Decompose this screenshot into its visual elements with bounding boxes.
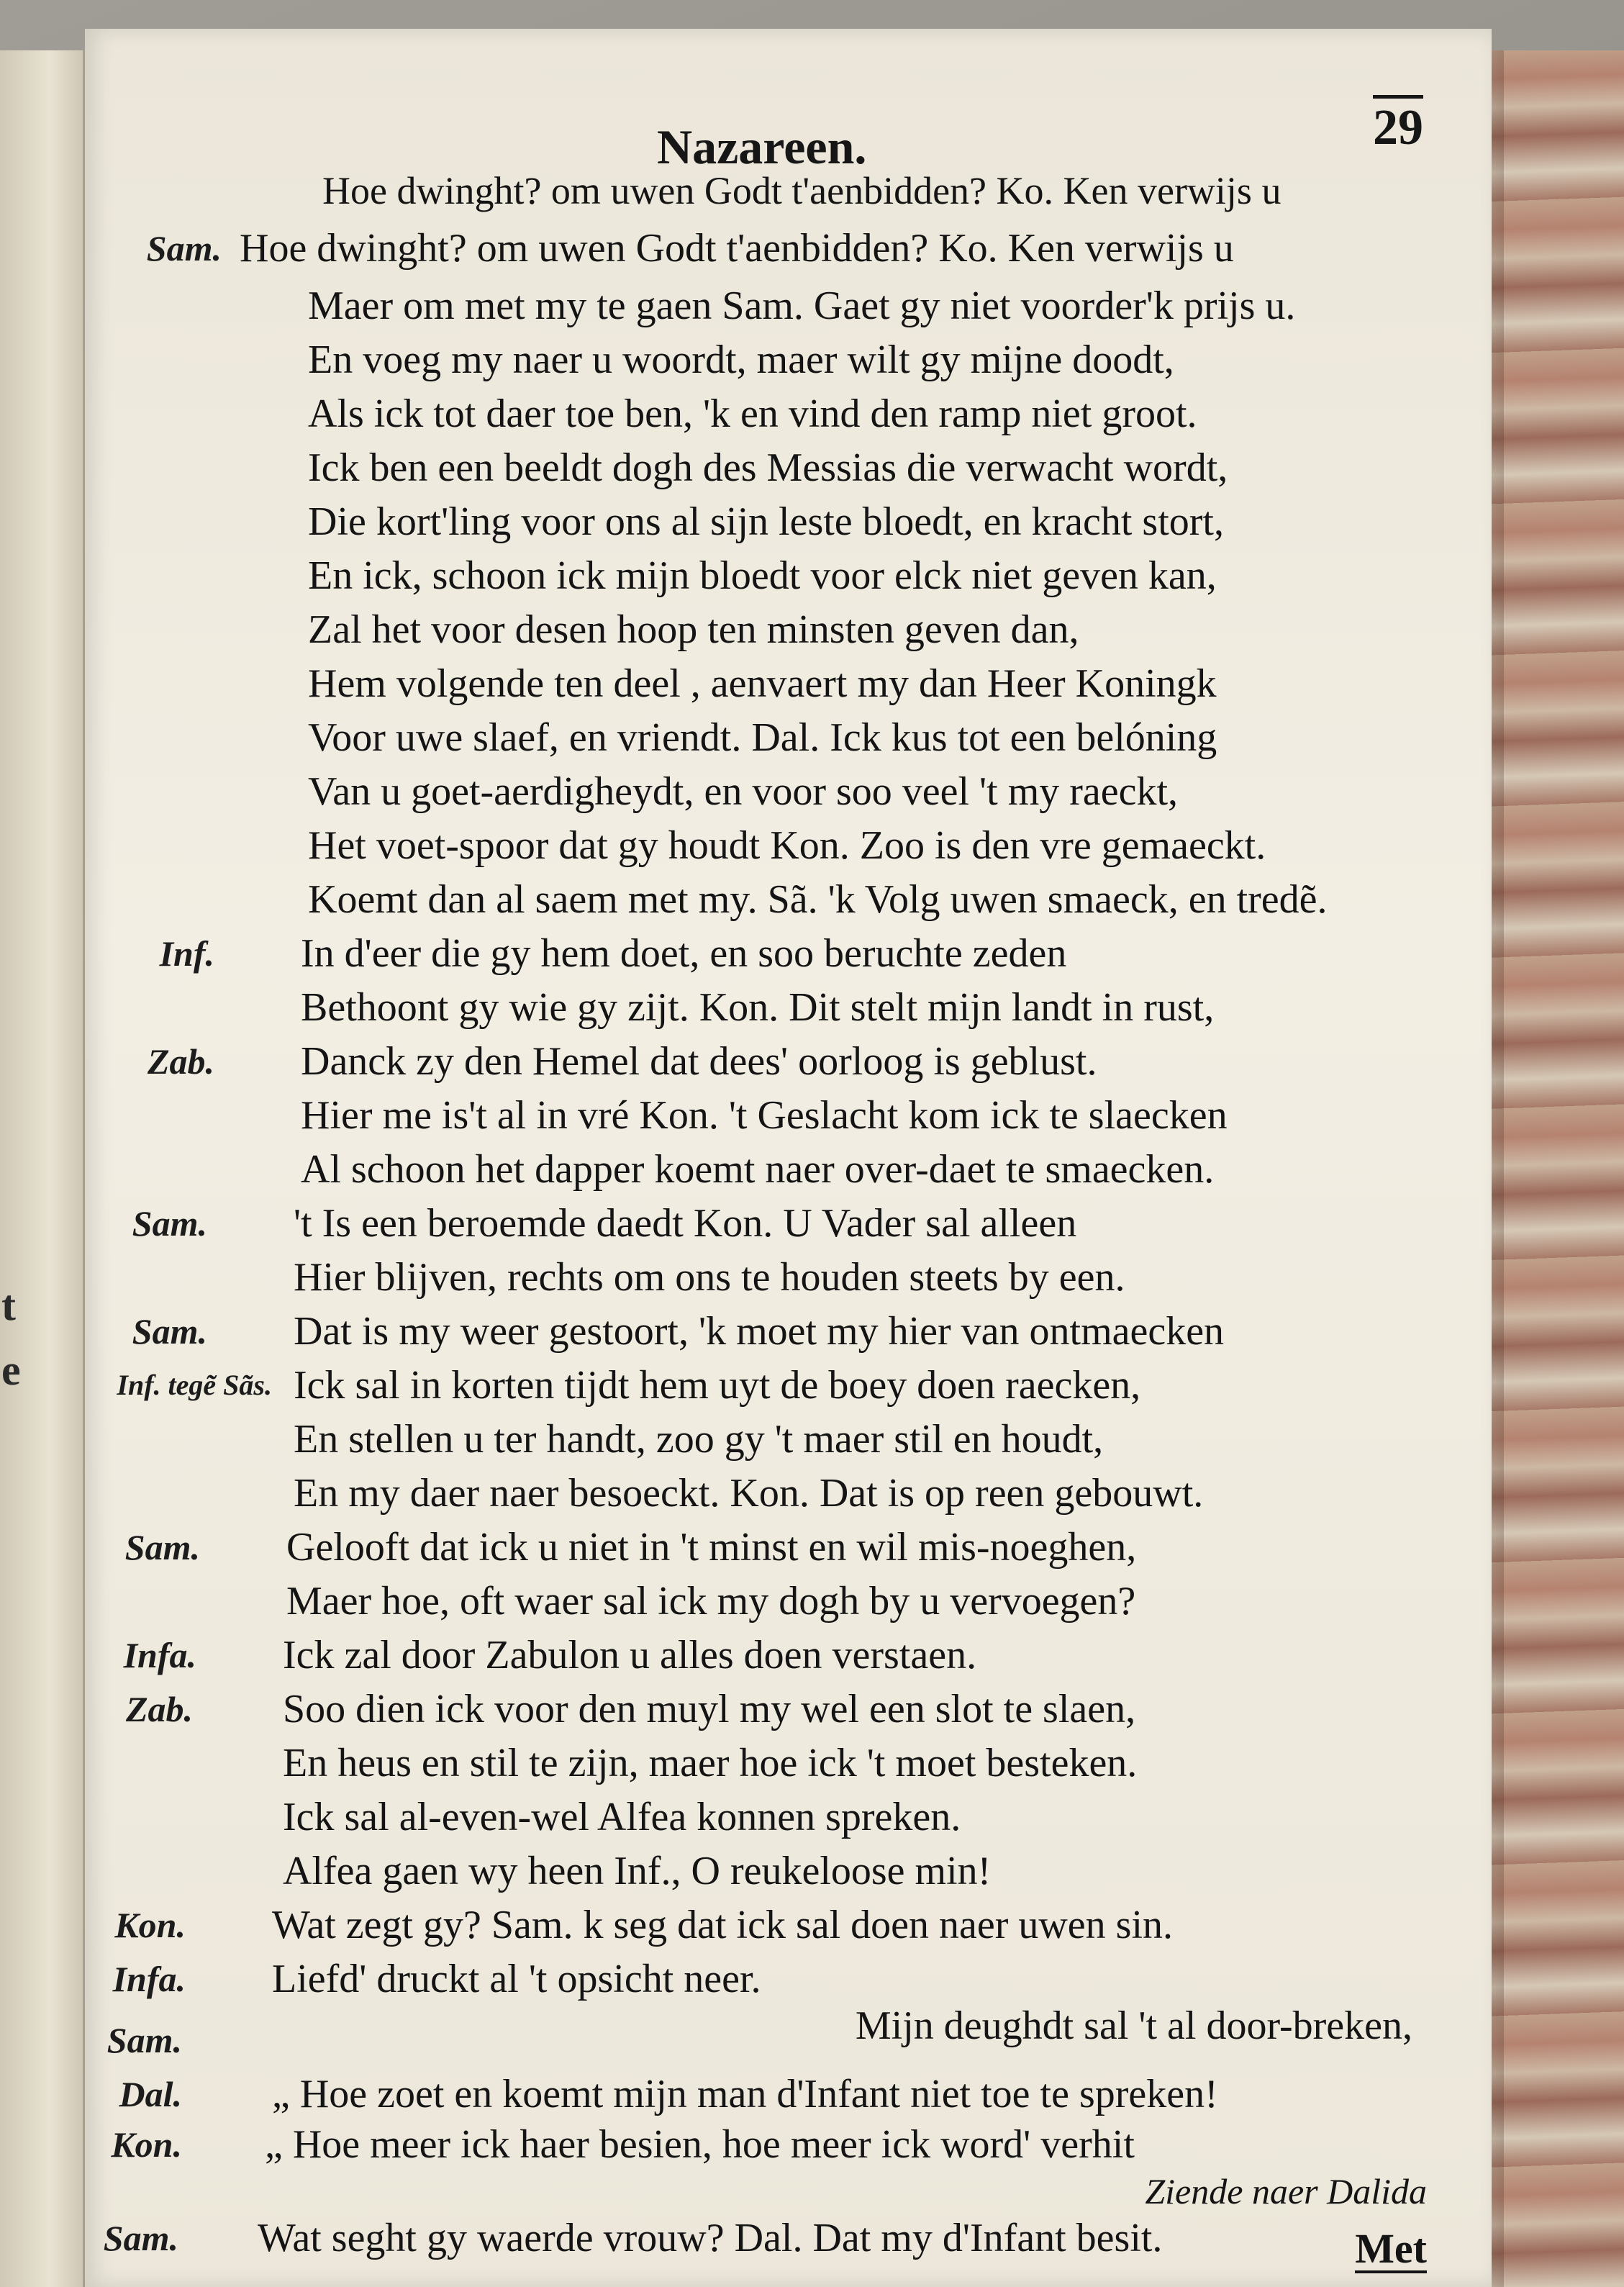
verse-line (85, 385, 1492, 443)
running-head: Nazareen. (657, 119, 867, 174)
verse-text: Mijn deughdt sal 't al door-breken, (855, 2003, 1412, 2048)
catchword: Met (1355, 2225, 1427, 2272)
left-page-edge (0, 50, 85, 2287)
verse-line (85, 1788, 1492, 1846)
verse-text: Ick ben een beeldt dogh des Messias die verwacht wordt, (308, 445, 1228, 490)
verse-line (85, 1842, 1492, 1900)
verse-text: 't Is een beroemde daedt Kon. U Vader sal alleen (294, 1201, 1077, 1246)
verse-line (85, 601, 1492, 658)
speaker-label: Kon. (111, 2124, 182, 2165)
verse-text: En my daer naer besoeckt. Kon. Dat is op reen gebouwt. (294, 1471, 1204, 1516)
verse-text: Dat is my weer gestoort, 'k moet my hier van ontmaecken (294, 1309, 1225, 1354)
book-fore-edge (1489, 50, 1624, 2287)
verse-text: Hier me is't al in vré Kon. 't Geslacht kom ick te slaecken (301, 1093, 1228, 1138)
verse-text: Hoe dwinght? om uwen Godt t'aenbidden? Ko. Ken verwijs u (240, 226, 1234, 271)
verse-line (85, 709, 1492, 766)
verse-text: Hoe dwinght? om uwen Godt t'aenbidden? Ko. Ken verwijs u (322, 169, 1281, 212)
verse-line (85, 162, 1492, 219)
verse-line (85, 763, 1492, 820)
verse-text: Liefd' druckt al 't opsicht neer. (272, 1957, 761, 2001)
verse-text: In d'eer die gy hem doet, en soo beruchte zeden (301, 931, 1067, 976)
verse-text: Ick sal al-even-wel Alfea konnen spreken. (283, 1795, 961, 1839)
verse-line (85, 1997, 1492, 2060)
speaker-label: Sam. (132, 1311, 207, 1351)
verse-text: Gelooft dat ick u niet in 't minst en wil mis-noeghen, (286, 1525, 1137, 1570)
speaker-label: Infa. (123, 1635, 196, 1675)
speaker-label: Zab. (125, 1689, 193, 1729)
speaker-label: Kon. (114, 1905, 186, 1945)
verse-line (85, 2209, 1492, 2267)
verse-line (85, 1626, 1492, 1684)
verse-text: Als ick tot daer toe ben, 'k en vind den ramp niet groot. (308, 391, 1197, 436)
verse-line (85, 1896, 1492, 1954)
verse-text: Ick sal in korten tijdt hem uyt de boey doen raecken, (294, 1363, 1141, 1408)
verse-text: Voor uwe slaef, en vriendt. Dal. Ick kus tot een belóning (308, 715, 1217, 760)
verse-text: Zal het voor desen hoop ten minsten geven dan, (308, 607, 1079, 652)
speaker-label: Sam. (132, 1203, 207, 1244)
speaker-label: Sam. (146, 228, 222, 268)
verse-text: Hier blijven, rechts om ons te houden steets by een. (294, 1255, 1125, 1300)
verse-text: Danck zy den Hemel dat dees' oorloog is geblust. (301, 1039, 1097, 1084)
verse-text: Ick zal door Zabulon u alles doen verstaen. (283, 1633, 977, 1677)
verse-text: „ Hoe zoet en koemt mijn man d'Infant niet toe te spreken! (272, 2072, 1218, 2116)
verse-text: Bethoont gy wie gy zijt. Kon. Dit stelt mijn landt in rust, (301, 985, 1215, 1030)
verse-line (85, 547, 1492, 604)
speaker-label: Sam. (103, 2218, 178, 2258)
verse-text: Die kort'ling voor ons al sijn leste bloedt, en kracht stort, (308, 499, 1224, 544)
verse-text: Alfea gaen wy heen Inf., O reukeloose min! (283, 1849, 992, 1893)
verse-text: Van u goet-aerdigheydt, en voor soo veel 't my raeckt, (308, 769, 1179, 814)
verse-line (85, 1518, 1492, 1576)
speaker-label: Zab. (147, 1041, 214, 1082)
verse-line (85, 925, 1492, 982)
verse-line (85, 1141, 1492, 1198)
verse-text: Maer om met my te gaen Sam. Gaet gy niet voorder'k prijs u. (308, 284, 1296, 328)
verse-line (85, 277, 1492, 335)
verse-text: Koemt dan al saem met my. Sã. 'k Volg uwen smaeck, en tredẽ. (308, 877, 1328, 922)
verse-text: En voeg my naer u woordt, maer wilt gy mijne doodt, (308, 338, 1174, 382)
verse-line (85, 1464, 1492, 1522)
verse-line (85, 817, 1492, 874)
speaker-label: Inf. tegẽ Sãs. (117, 1369, 272, 1401)
verse-line (85, 655, 1492, 712)
page-number: 29 (1373, 95, 1423, 153)
verse-line (85, 1195, 1492, 1252)
verse-text: Al schoon het dapper koemt naer over-daet te smaecken. (301, 1147, 1215, 1192)
verse-line (85, 493, 1492, 551)
verse-text: „ Hoe meer ick haer besien, hoe meer ick word' verhit (265, 2122, 1135, 2167)
verse-line (85, 331, 1492, 389)
verse-line (85, 871, 1492, 928)
stage-direction: Ziende naer Dalida (1145, 2171, 1427, 2211)
verse-line (85, 439, 1492, 497)
verse-text: En ick, schoon ick mijn bloedt voor elck niet geven kan, (308, 553, 1217, 598)
verse-text: En stellen u ter handt, zoo gy 't maer stil en houdt, (294, 1417, 1104, 1462)
verse-line (85, 219, 1492, 277)
verse-block (85, 29, 1492, 2287)
verse-line (85, 979, 1492, 1036)
book-page (85, 29, 1492, 2287)
verse-line (85, 1087, 1492, 1144)
verse-line (85, 1680, 1492, 1738)
left-page-fragment: e (1, 1346, 21, 1394)
verse-line (85, 1410, 1492, 1468)
verse-line (85, 1303, 1492, 1360)
verse-text: Wat zegt gy? Sam. k seg dat ick sal doen naer uwen sin. (272, 1903, 1174, 1947)
verse-line (85, 1734, 1492, 1792)
verse-text: Wat seght gy waerde vrouw? Dal. Dat my d'Infant besit. (258, 2216, 1163, 2260)
speaker-label: Dal. (119, 2074, 182, 2114)
verse-text: Maer hoe, oft waer sal ick my dogh by u vervoegen? (286, 1579, 1136, 1623)
verse-line (85, 1249, 1492, 1306)
verse-line (85, 1357, 1492, 1414)
speaker-label: Sam. (106, 2020, 182, 2060)
verse-text: Soo dien ick voor den muyl my wel een slot te slaen, (283, 1687, 1136, 1731)
verse-text: Hem volgende ten deel , aenvaert my dan Heer Koningk (308, 661, 1217, 706)
left-page-fragment: t (1, 1282, 16, 1329)
speaker-label: Inf. (159, 933, 214, 974)
verse-line (85, 1572, 1492, 1630)
verse-line (85, 1033, 1492, 1090)
speaker-label: Sam. (124, 1527, 200, 1567)
verse-text: Het voet-spoor dat gy houdt Kon. Zoo is den vre gemaeckt. (308, 823, 1266, 868)
speaker-label: Infa. (112, 1959, 186, 1999)
verse-text: En heus en stil te zijn, maer hoe ick 't moet besteken. (283, 1741, 1138, 1785)
